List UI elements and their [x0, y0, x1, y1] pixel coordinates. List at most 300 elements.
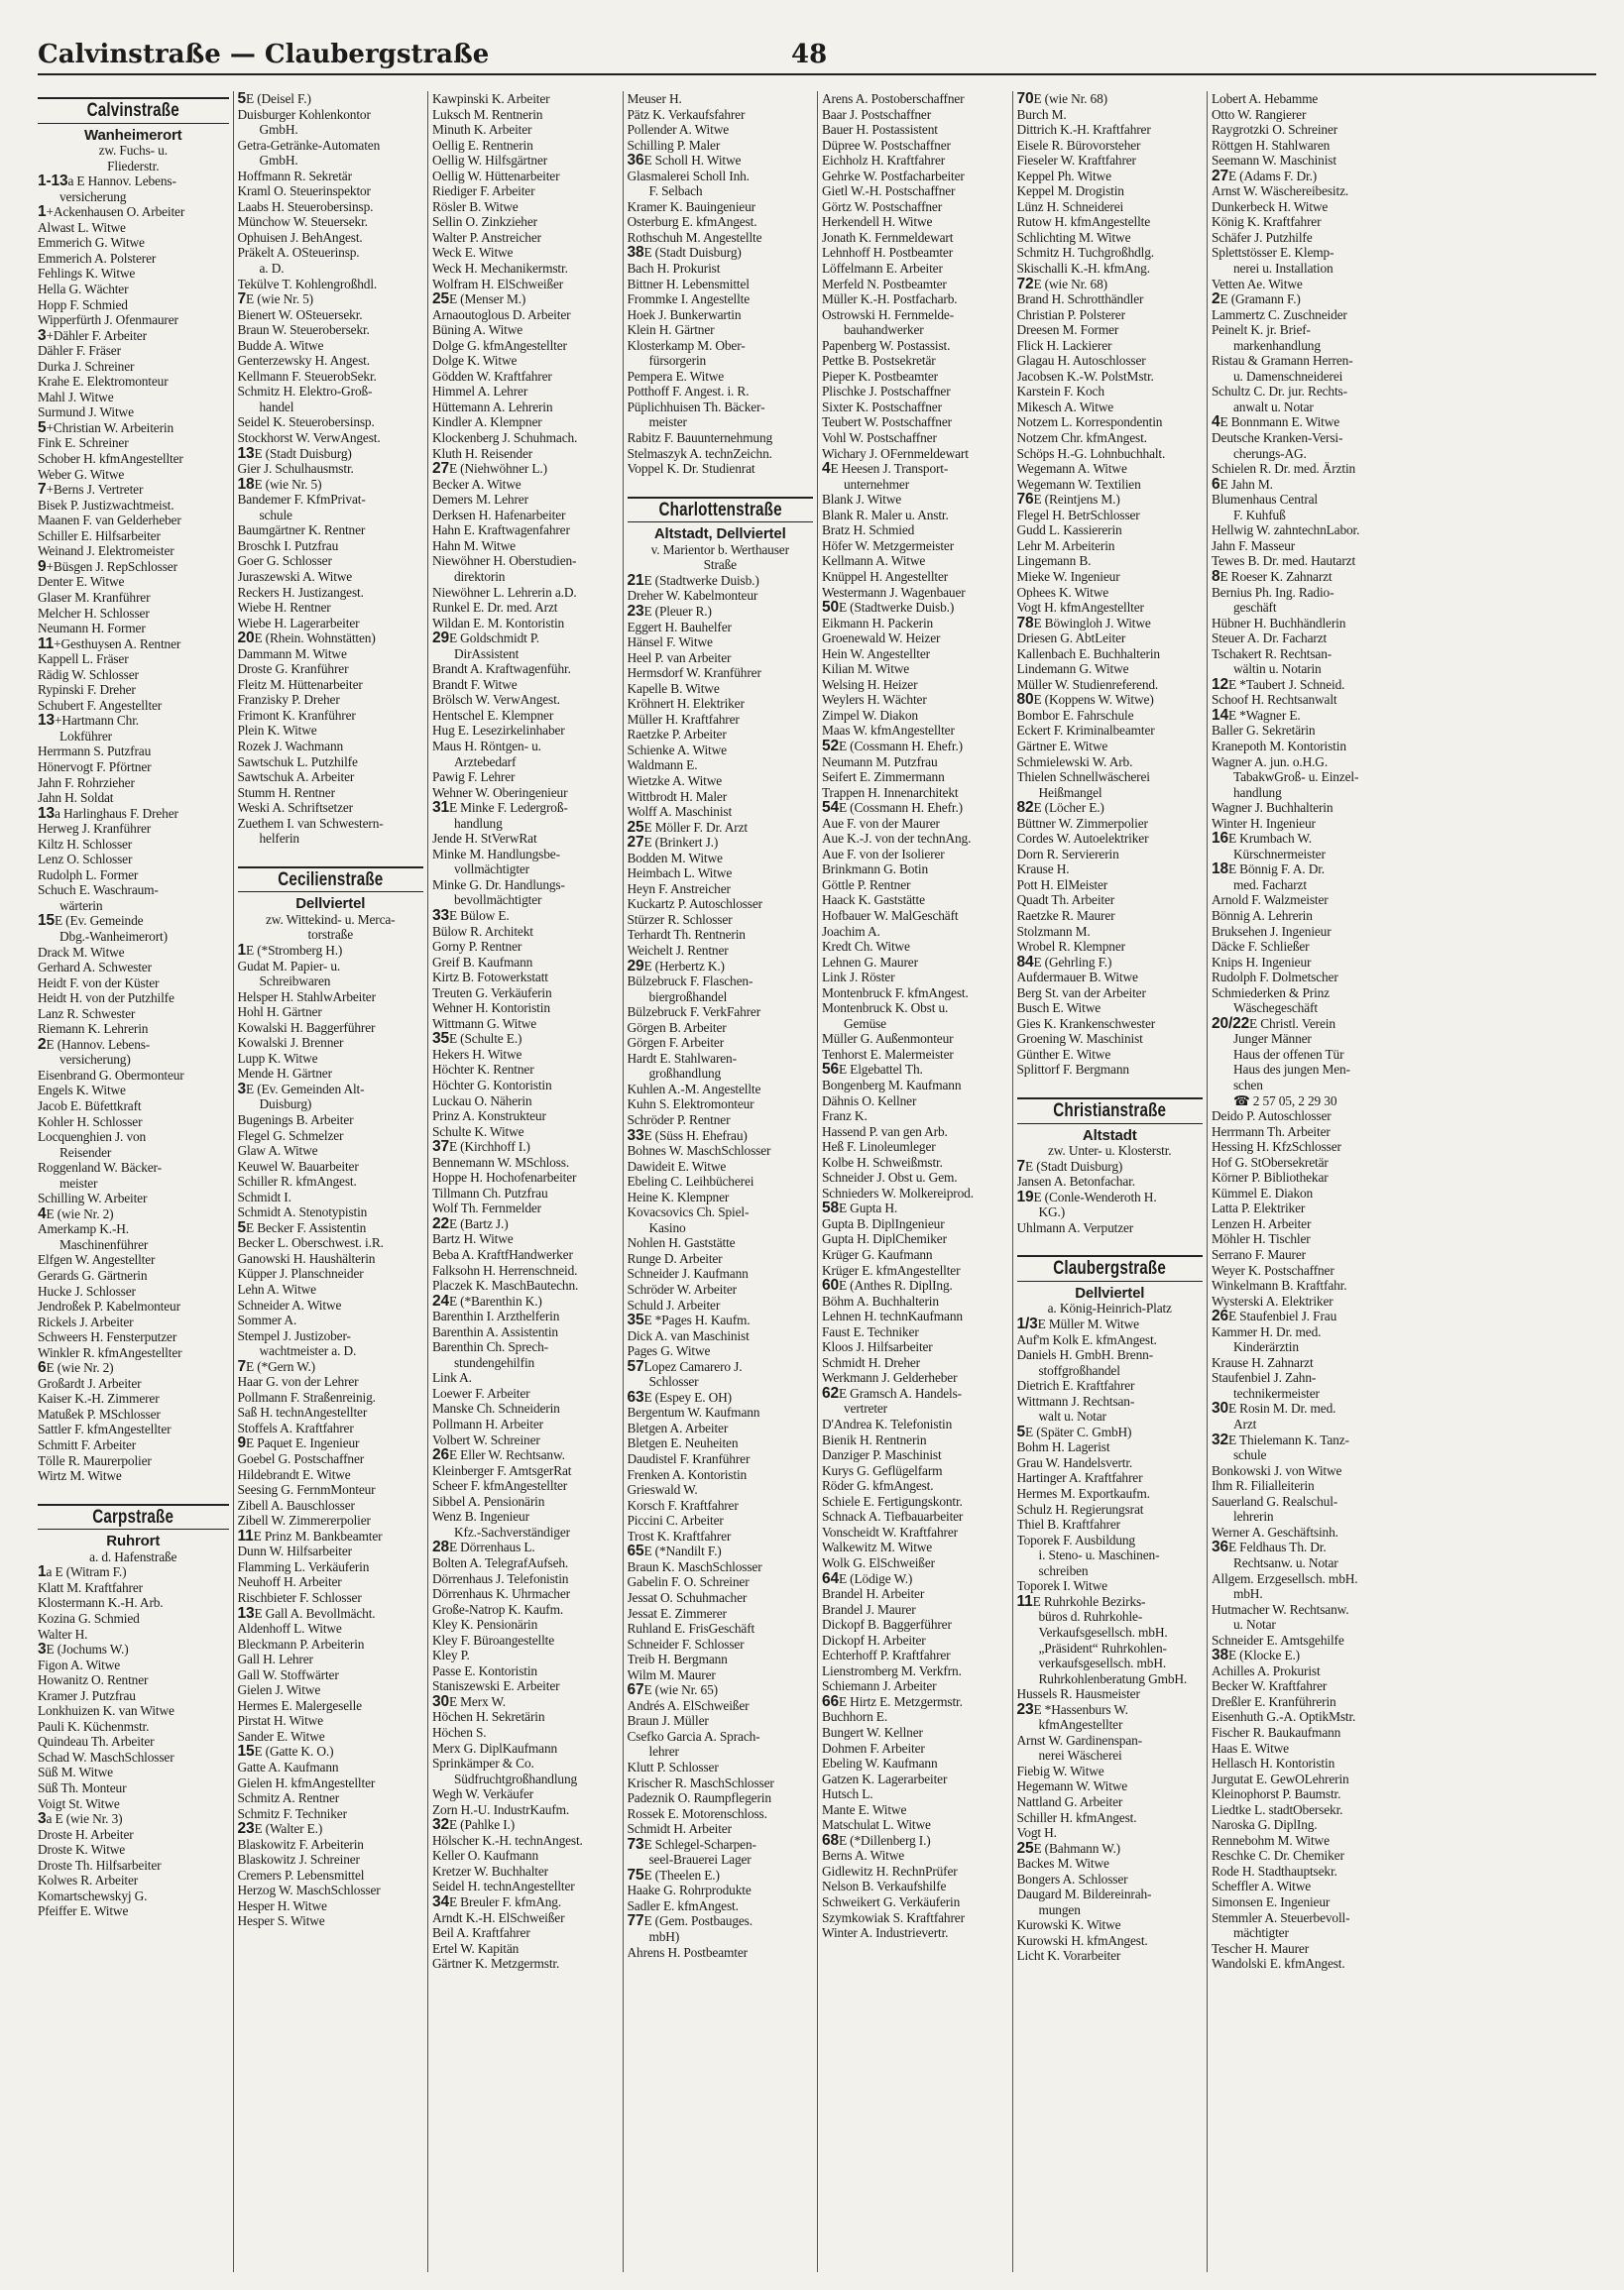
directory-entry — [1017, 1502, 1204, 1518]
house-number: 29 — [432, 630, 449, 646]
entry-text: Sander E. Witwe — [237, 1728, 325, 1744]
entry-text: Wehner H. Kontoristin — [432, 1000, 550, 1016]
entry-text: E (Süss H. Ehefrau) — [643, 1127, 748, 1143]
directory-entry — [1212, 1725, 1398, 1741]
directory-entry — [432, 538, 619, 554]
directory-entry — [238, 291, 424, 307]
directory-entry — [432, 1540, 619, 1555]
house-number: 27 — [432, 461, 449, 477]
entry-continuation — [1017, 785, 1204, 801]
entry-text: Lobert A. Hebamme — [1212, 91, 1319, 106]
entry-text: Franzisky P. Dreher — [237, 692, 340, 708]
house-number: 23 — [237, 1821, 255, 1837]
directory-entry — [822, 1540, 1008, 1555]
directory-entry — [432, 800, 619, 816]
entry-text: E (Jochums W.) — [46, 1642, 129, 1658]
directory-entry — [238, 1898, 424, 1914]
entry-text: Rypinski F. Dreher — [38, 682, 136, 698]
house-number: 11 — [1016, 1593, 1033, 1610]
directory-entry — [432, 1802, 619, 1818]
directory-entry — [38, 606, 229, 622]
directory-entry — [38, 1422, 229, 1437]
directory-entry — [1017, 461, 1204, 477]
directory-entry — [1017, 1439, 1204, 1455]
entry-text: Kurys G. Geflügelfarm — [822, 1462, 943, 1478]
directory-entry — [628, 1328, 814, 1344]
directory-entry — [628, 851, 814, 866]
entry-text: Wiebe H. Rentner — [237, 600, 331, 616]
directory-entry — [432, 739, 619, 754]
entry-text: Mende H. Gärtner — [237, 1066, 332, 1082]
directory-entry — [1212, 1155, 1398, 1171]
directory-entry — [1017, 985, 1204, 1001]
entry-text: E (Klocke E.) — [1227, 1648, 1300, 1663]
entry-text: Busch E. Witwe — [1016, 1000, 1102, 1016]
entry-text: vertreter — [844, 1401, 887, 1417]
entry-text: Weinand J. Elektromeister — [38, 543, 174, 559]
entry-text: Seifert E. Zimmermann — [822, 769, 945, 785]
directory-entry — [1212, 183, 1398, 199]
directory-entry — [822, 1648, 1008, 1663]
entry-text: Fehlings K. Witwe — [38, 266, 136, 282]
entry-text: Pettke B. Postsekretär — [822, 353, 936, 369]
entry-continuation — [432, 816, 619, 832]
entry-text: Droste K. Witwe — [38, 1842, 126, 1858]
directory-entry — [432, 1741, 619, 1757]
directory-entry — [238, 1066, 424, 1082]
entry-continuation — [1017, 1671, 1204, 1687]
directory-entry — [1212, 522, 1398, 538]
directory-entry — [1017, 816, 1204, 832]
entry-continuation — [1017, 1409, 1204, 1425]
directory-entry — [238, 430, 424, 446]
entry-text: Glaser M. Kranführer — [38, 589, 151, 605]
directory-entry — [628, 1913, 814, 1929]
entry-text: Pollender A. Witwe — [627, 122, 730, 138]
entry-text: E (wie Nr. 68) — [1033, 91, 1107, 106]
entry-text: +Hartmann Chr. — [54, 713, 139, 729]
directory-entry — [628, 1313, 814, 1328]
directory-entry — [822, 553, 1008, 569]
directory-entry — [822, 739, 1008, 754]
entry-continuation — [1017, 1717, 1204, 1733]
house-number: 80 — [1016, 692, 1034, 708]
entry-text: Bülzebruck F. Flaschen- — [627, 973, 754, 989]
directory-entry — [628, 430, 814, 446]
directory-entry — [432, 847, 619, 862]
house-number: 36 — [1212, 1540, 1228, 1555]
entry-text: Padeznik O. Raumpflegerin — [627, 1790, 771, 1806]
entry-text: Walter H. — [38, 1626, 88, 1642]
entry-text: Gupta B. DiplIngenieur — [822, 1215, 945, 1231]
entry-text: Duisburg) — [259, 1096, 312, 1112]
directory-entry — [238, 1421, 424, 1436]
directory-entry — [432, 492, 619, 508]
entry-text: Toporek I. Witwe — [1016, 1578, 1107, 1594]
house-number: 3 — [38, 1811, 47, 1827]
entry-text: Danziger P. Maschinist — [822, 1447, 942, 1463]
directory-entry — [1212, 1941, 1398, 1957]
entry-text: Krause H. Zahnarzt — [1212, 1354, 1314, 1370]
directory-entry — [822, 1201, 1008, 1216]
entry-text: Möhler H. Tischler — [1212, 1231, 1311, 1247]
section-gap — [628, 477, 814, 491]
entry-text: Höchter G. Kontoristin — [432, 1078, 552, 1092]
directory-entry — [238, 107, 424, 123]
entry-text: Achilles A. Prokurist — [1212, 1662, 1321, 1678]
entry-text: Dunn W. Hilfsarbeiter — [237, 1544, 352, 1559]
house-number: 22 — [432, 1215, 449, 1232]
entry-text: Wolf Th. Fernmelder — [432, 1201, 541, 1216]
entry-text: Wildan E. M. Kontoristin — [432, 615, 565, 630]
directory-entry — [822, 1709, 1008, 1725]
entry-text: Hüttemann A. Lehrerin — [432, 399, 553, 414]
directory-entry — [822, 1155, 1008, 1171]
directory-entry — [822, 183, 1008, 199]
directory-entry — [1017, 1517, 1204, 1533]
entry-text: Arnaoutoglous D. Arbeiter — [432, 306, 571, 322]
district-name: Dellviertel — [1075, 1284, 1145, 1302]
house-number: 76 — [1016, 492, 1034, 508]
directory-entry — [822, 107, 1008, 123]
directory-entry — [822, 122, 1008, 138]
entry-text: Braun K. MaschSchlosser — [627, 1558, 762, 1574]
directory-entry — [238, 414, 424, 430]
entry-text: Wirtz M. Witwe — [38, 1468, 122, 1484]
entry-text: E (Schulte E.) — [448, 1031, 522, 1047]
entry-continuation — [432, 1525, 619, 1541]
directory-column — [427, 91, 623, 2272]
directory-entry — [628, 573, 814, 589]
directory-entry — [822, 616, 1008, 631]
directory-entry — [1017, 1764, 1204, 1779]
directory-entry — [38, 266, 229, 282]
directory-entry — [238, 1112, 424, 1128]
directory-entry — [38, 359, 229, 375]
directory-entry — [822, 677, 1008, 693]
entry-text: Oellig E. Rentnerin — [432, 137, 533, 153]
entry-text: Löffelmann E. Arbeiter — [822, 261, 943, 277]
house-number: 15 — [237, 1744, 255, 1760]
directory-entry — [628, 107, 814, 123]
entry-text: Schröder P. Rentner — [627, 1112, 731, 1127]
entry-text: Barenthin I. Arzthelferin — [432, 1309, 560, 1324]
entry-text: Schneider A. Witwe — [237, 1297, 342, 1313]
directory-entry — [822, 153, 1008, 169]
directory-entry — [822, 1848, 1008, 1864]
entry-text: Bletgen E. Neuheiten — [627, 1435, 739, 1451]
entry-text: Schmidt H. Dreher — [822, 1354, 920, 1370]
entry-text: Pfeiffer E. Witwe — [38, 1903, 129, 1919]
entry-continuation — [38, 1237, 229, 1253]
house-number: 32 — [1212, 1431, 1228, 1448]
directory-entry — [432, 1694, 619, 1710]
entry-text: Raetzke P. Arbeiter — [627, 727, 727, 743]
directory-entry — [432, 1417, 619, 1432]
house-number: 82 — [1016, 800, 1034, 816]
directory-entry — [628, 1606, 814, 1622]
entry-text: Bolten A. TelegrafAufseh. — [432, 1554, 569, 1570]
entry-text: E Merx W. — [448, 1693, 506, 1709]
entry-text: E Staufenbiel J. Frau — [1227, 1309, 1337, 1324]
entry-text: Schiele E. Fertigungskontr. — [822, 1493, 963, 1509]
entry-text: Trappen H. Innenarchitekt — [822, 784, 959, 800]
directory-entry — [1017, 708, 1204, 724]
directory-entry — [432, 1370, 619, 1386]
entry-text: Weski A. Schriftsetzer — [237, 800, 353, 816]
entry-text: Bauer H. Postassistent — [822, 122, 938, 138]
directory-entry — [822, 800, 1008, 816]
entry-text: Latta P. Elektriker — [1212, 1201, 1306, 1216]
house-number: 28 — [432, 1540, 449, 1555]
entry-text: Krischer R. MaschSchlosser — [627, 1775, 774, 1790]
house-number: 77 — [627, 1913, 644, 1929]
entry-text: Schiller E. Hilfsarbeiter — [38, 527, 161, 543]
entry-text: Cremers P. Lebensmittel — [237, 1867, 365, 1883]
directory-entry — [238, 1004, 424, 1020]
entry-text: Wandolski E. kfmAngest. — [1212, 1956, 1345, 1972]
entry-text: Jende H. StVerwRat — [432, 831, 537, 847]
directory-entry — [628, 912, 814, 928]
entry-continuation — [822, 1401, 1008, 1417]
house-number: 9 — [237, 1435, 246, 1452]
directory-entry — [1212, 1370, 1398, 1386]
entry-text: Kasino — [648, 1219, 686, 1235]
entry-text: Walkewitz M. Witwe — [822, 1540, 933, 1555]
entry-text: Osterburg E. kfmAngest. — [627, 214, 757, 230]
entry-text: Sommer A. — [237, 1313, 297, 1328]
entry-text: Kley F. Büroangestellte — [432, 1632, 555, 1648]
entry-text: Büning A. Witwe — [432, 322, 523, 338]
entry-text: Locquenghien J. von — [38, 1129, 147, 1145]
entry-text: Gall H. Lehrer — [237, 1652, 313, 1667]
directory-entry — [238, 214, 424, 230]
entry-text: büros d. Ruhrkohle- — [1038, 1609, 1143, 1625]
entry-text: Lopez Camarero J. — [643, 1358, 743, 1374]
entry-text: Jessat E. Zimmerer — [627, 1605, 727, 1621]
directory-entry — [1017, 1533, 1204, 1548]
house-number: 4 — [822, 461, 831, 477]
directory-entry — [628, 1251, 814, 1267]
directory-entry — [628, 1775, 814, 1791]
entry-text: bevollmächtigter — [454, 892, 542, 908]
entry-text: Schuld J. Arbeiter — [627, 1297, 721, 1313]
directory-entry — [822, 1571, 1008, 1587]
district-name: Wanheimerort — [84, 126, 182, 144]
directory-entry — [238, 1359, 424, 1375]
directory-entry — [238, 138, 424, 154]
directory-entry — [1017, 107, 1204, 123]
directory-entry — [1212, 1124, 1398, 1140]
entry-text: Stürzer R. Schlosser — [627, 911, 733, 927]
entry-text: Ihm R. Filialleiterin — [1212, 1478, 1315, 1494]
entry-text: technikermeister — [1233, 1385, 1320, 1401]
house-number: 3 — [38, 1642, 47, 1658]
directory-entry — [432, 1231, 619, 1247]
entry-text: Frenken A. Kontoristin — [627, 1466, 748, 1482]
directory-entry — [628, 214, 814, 230]
directory-entry — [1212, 1663, 1398, 1679]
entry-text: Saß H. technAngestellter — [237, 1405, 368, 1421]
directory-entry — [38, 790, 229, 806]
directory-entry — [238, 1220, 424, 1236]
directory-entry — [38, 435, 229, 451]
directory-entry — [238, 1590, 424, 1606]
entry-text: Kuckartz P. Autoschlosser — [627, 896, 762, 912]
directory-entry — [38, 1858, 229, 1874]
directory-entry — [1212, 307, 1398, 323]
directory-entry — [1017, 630, 1204, 646]
entry-text: Wagner J. Buchhalterin — [1212, 800, 1334, 816]
directory-entry — [1017, 1948, 1204, 1964]
entry-text: Dawideit E. Witwe — [627, 1158, 727, 1174]
entry-text: Knüppel H. Angestellter — [822, 568, 949, 584]
directory-entry — [38, 1376, 229, 1392]
directory-entry — [38, 744, 229, 759]
entry-text: Drack M. Witwe — [38, 944, 125, 960]
directory-entry — [1017, 307, 1204, 323]
directory-entry — [238, 522, 424, 538]
directory-entry — [822, 1108, 1008, 1124]
entry-text: Bienik H. Rentnerin — [822, 1431, 927, 1447]
entry-text: Arztebedarf — [454, 753, 517, 769]
entry-text: Jansen A. Betonfachar. — [1016, 1174, 1135, 1190]
directory-entry — [1017, 1872, 1204, 1888]
directory-entry — [38, 1734, 229, 1750]
directory-entry — [628, 959, 814, 974]
entry-text: Flick H. Lackierer — [1016, 337, 1112, 353]
entry-text: Maas W. kfmAngestellter — [822, 723, 955, 739]
entry-text: Goebel G. Postschaffner — [237, 1451, 365, 1467]
entry-text: E Gupta H. — [838, 1201, 898, 1216]
directory-entry — [238, 959, 424, 974]
entry-text: Görtz W. Postschaffner — [822, 198, 943, 214]
entry-text: Heß F. Linoleumleger — [822, 1139, 936, 1155]
directory-entry — [432, 630, 619, 646]
directory-entry — [822, 970, 1008, 985]
entry-text: Teubert W. Postschaffner — [822, 414, 952, 430]
entry-text: Brölsch W. VerwAngest. — [432, 692, 560, 708]
entry-text: Backes M. Witwe — [1016, 1856, 1109, 1872]
entry-text: Himmel A. Lehrer — [432, 384, 528, 400]
directory-entry — [822, 307, 1008, 323]
directory-entry — [628, 1637, 814, 1653]
directory-entry — [822, 1309, 1008, 1324]
entry-text: Arnst W. Gardinenspan- — [1016, 1732, 1142, 1748]
directory-entry — [1017, 970, 1204, 985]
directory-entry — [628, 1590, 814, 1606]
entry-text: Hoek J. Bunkerwartin — [627, 306, 742, 322]
directory-entry — [822, 538, 1008, 554]
directory-entry — [1017, 692, 1204, 708]
entry-text: E Minke F. Ledergroß- — [448, 800, 568, 816]
entry-text: wältin u. Notarin — [1233, 661, 1322, 677]
entry-text: Pages G. Witwe — [627, 1343, 711, 1359]
entry-text: Brandt A. Kraftwagenführ. — [432, 661, 571, 677]
directory-entry — [822, 414, 1008, 430]
directory-entry — [1212, 1324, 1398, 1340]
entry-text: Ristau & Gramann Herren- — [1212, 353, 1353, 369]
entry-text: Sauerland G. Realschul- — [1212, 1493, 1338, 1509]
house-number: 30 — [432, 1693, 449, 1710]
entry-text: E (Stadtwerke Duisb.) — [838, 600, 955, 616]
entry-text: Wittbrodt H. Maler — [627, 788, 728, 804]
directory-entry — [1212, 230, 1398, 246]
house-number: 11 — [38, 635, 55, 652]
directory-entry — [822, 939, 1008, 955]
directory-entry — [432, 1047, 619, 1063]
entry-text: Kilian M. Witwe — [822, 661, 910, 677]
entry-text: ☎ 2 57 05, 2 29 30 — [1233, 1092, 1337, 1108]
directory-entry — [1212, 477, 1398, 493]
directory-entry — [822, 508, 1008, 523]
directory-entry — [1212, 1833, 1398, 1849]
directory-entry — [628, 820, 814, 836]
entry-text: Wegh W. Verkäufer — [432, 1786, 534, 1802]
entry-text: E Gall A. Bevollmächt. — [254, 1605, 376, 1621]
directory-entry — [822, 1324, 1008, 1340]
directory-entry — [238, 353, 424, 369]
directory-entry — [628, 835, 814, 851]
entry-text: Rudolph L. Former — [38, 866, 139, 882]
directory-entry — [1212, 1786, 1398, 1802]
entry-text: Hutsch L. — [822, 1786, 873, 1802]
entry-text: Riemann K. Lehrerin — [38, 1021, 149, 1037]
house-number: 26 — [432, 1447, 449, 1463]
house-number: 30 — [1212, 1401, 1228, 1418]
entry-text: Kinderärztin — [1233, 1339, 1299, 1355]
entry-text: E (wie Nr. 2) — [46, 1205, 114, 1221]
entry-text: mungen — [1038, 1901, 1081, 1917]
directory-entry — [432, 1509, 619, 1525]
entry-text: Schreibwaren — [259, 973, 331, 989]
entry-text: Greif B. Kaufmann — [432, 954, 533, 970]
directory-entry — [432, 183, 619, 199]
entry-text: Flegel G. Schmelzer — [237, 1127, 344, 1143]
directory-entry — [628, 1513, 814, 1529]
directory-entry — [822, 1864, 1008, 1880]
directory-entry — [1212, 708, 1398, 724]
entry-continuation — [238, 508, 424, 523]
entry-text: nerei u. Installation — [1233, 261, 1334, 277]
entry-text: Jacob E. Büfettkraft — [38, 1098, 142, 1113]
entry-continuation — [628, 1220, 814, 1236]
entry-continuation — [238, 153, 424, 169]
entry-text: Schneider F. Schlosser — [627, 1636, 745, 1652]
directory-entry — [238, 322, 424, 338]
entry-text: Montenbruck F. kfmAngest. — [822, 984, 969, 1000]
entry-text: Barenthin Ch. Sprech- — [432, 1339, 548, 1355]
directory-entry — [38, 297, 229, 313]
entry-text: Weck H. Mechanikermstr. — [432, 261, 568, 277]
directory-entry — [38, 882, 229, 898]
entry-text: Serrano F. Maurer — [1212, 1247, 1306, 1263]
entry-text: Schmitz A. Rentner — [237, 1790, 340, 1806]
entry-text: Falksohn H. Herrenschneid. — [432, 1262, 578, 1278]
entry-text: Sattler F. kfmAngestellter — [38, 1422, 172, 1437]
directory-entry — [822, 1879, 1008, 1894]
directory-entry — [238, 1775, 424, 1791]
directory-entry — [628, 461, 814, 477]
directory-entry — [628, 634, 814, 650]
directory-entry — [822, 785, 1008, 801]
directory-entry — [432, 353, 619, 369]
entry-continuation — [432, 754, 619, 770]
entry-continuation — [1212, 1031, 1398, 1047]
entry-text: Deutsche Kranken-Versi- — [1212, 430, 1343, 446]
entry-text: Raetzke R. Maurer — [1016, 907, 1115, 923]
house-number: 1 — [38, 204, 47, 220]
